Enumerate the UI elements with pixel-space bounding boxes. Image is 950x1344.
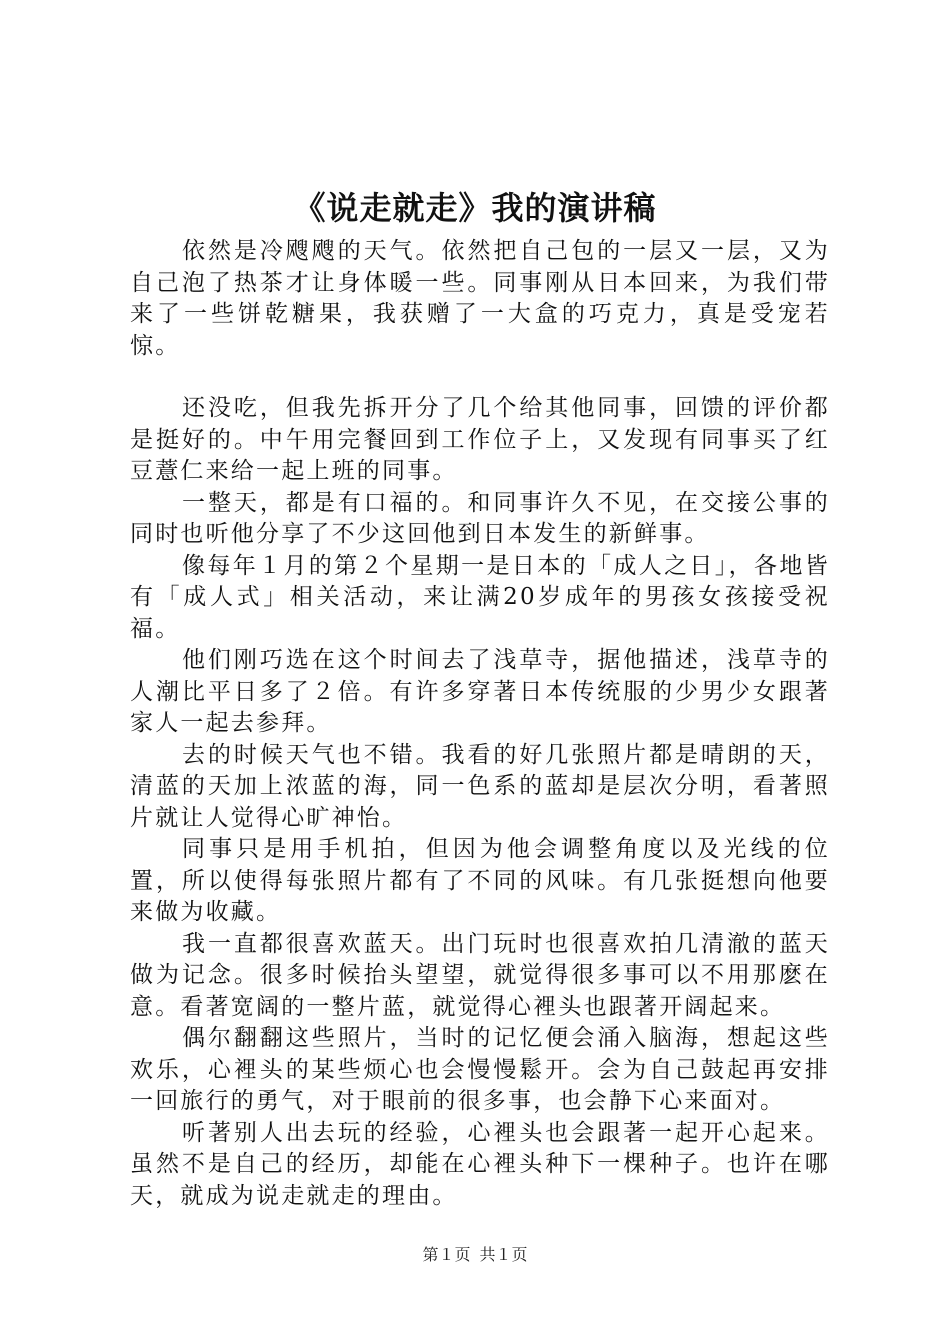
paragraph: 偶尔翻翻这些照片，当时的记忆便会涌入脑海，想起这些欢乐，心裡头的某些烦心也会慢慢鬆开。会为自己鼓起再安排一回旅行的勇气，对于眼前的很多事，也会静下心来面对。 (130, 1025, 830, 1114)
paragraph: 他们刚巧选在这个时间去了浅草寺，据他描述，浅草寺的人潮比平日多了２倍。有许多穿著日本传统服的少男少女跟著家人一起去参拜。 (130, 647, 830, 736)
paragraph: 去的时候天气也不错。我看的好几张照片都是晴朗的天，清蓝的天加上浓蓝的海，同一色系的蓝却是层次分明，看著照片就让人觉得心旷神怡。 (130, 741, 830, 831)
document-title: 《说走就走》我的演讲稿 (293, 189, 657, 227)
paragraph: 同事只是用手机拍，但因为他会调整角度以及光线的位置，所以使得每张照片都有了不同的风味。有几张挺想向他要来做为收藏。 (130, 836, 830, 925)
paragraph: 听著别人出去玩的经验，心裡头也会跟著一起开心起来。虽然不是自己的经历，却能在心裡头种下一棵种子。也许在哪天，就成为说走就走的理由。 (130, 1119, 830, 1209)
paragraph: 像每年１月的第２个星期一是日本的「成人之日」，各地皆有「成人式」相关活动，来让满20岁成年的男孩女孩接受祝福。 (130, 552, 830, 642)
page-number: 第１页 (422, 1245, 471, 1264)
paragraph: 依然是冷飕飕的天气。依然把自己包的一层又一层，又为自己泡了热茶才让身体暖一些。同事刚从日本回来，为我们带来了一些饼乾糖果，我获赠了一大盒的巧克力，真是受宠若惊。 (130, 238, 830, 359)
paragraph: 还没吃，但我先拆开分了几个给其他同事，回馈的评价都是挺好的。中午用完餐回到工作位子上，又发现有同事买了红豆薏仁来给一起上班的同事。 (130, 395, 830, 484)
paragraph: 一整天，都是有口福的。和同事许久不见，在交接公事的同时也听他分享了不少这回他到日本发生的新鲜事。 (130, 489, 830, 547)
page-footer (0, 1244, 950, 1266)
paragraph: 我一直都很喜欢蓝天。出门玩时也很喜欢拍几清澈的蓝天做为记念。很多时候抬头望望，就觉得很多事可以不用那麽在意。看著宽阔的一整片蓝，就觉得心裡头也跟著开阔起来。 (130, 930, 830, 1020)
page-total: 共１页 (479, 1245, 528, 1264)
document-body (130, 236, 830, 1212)
